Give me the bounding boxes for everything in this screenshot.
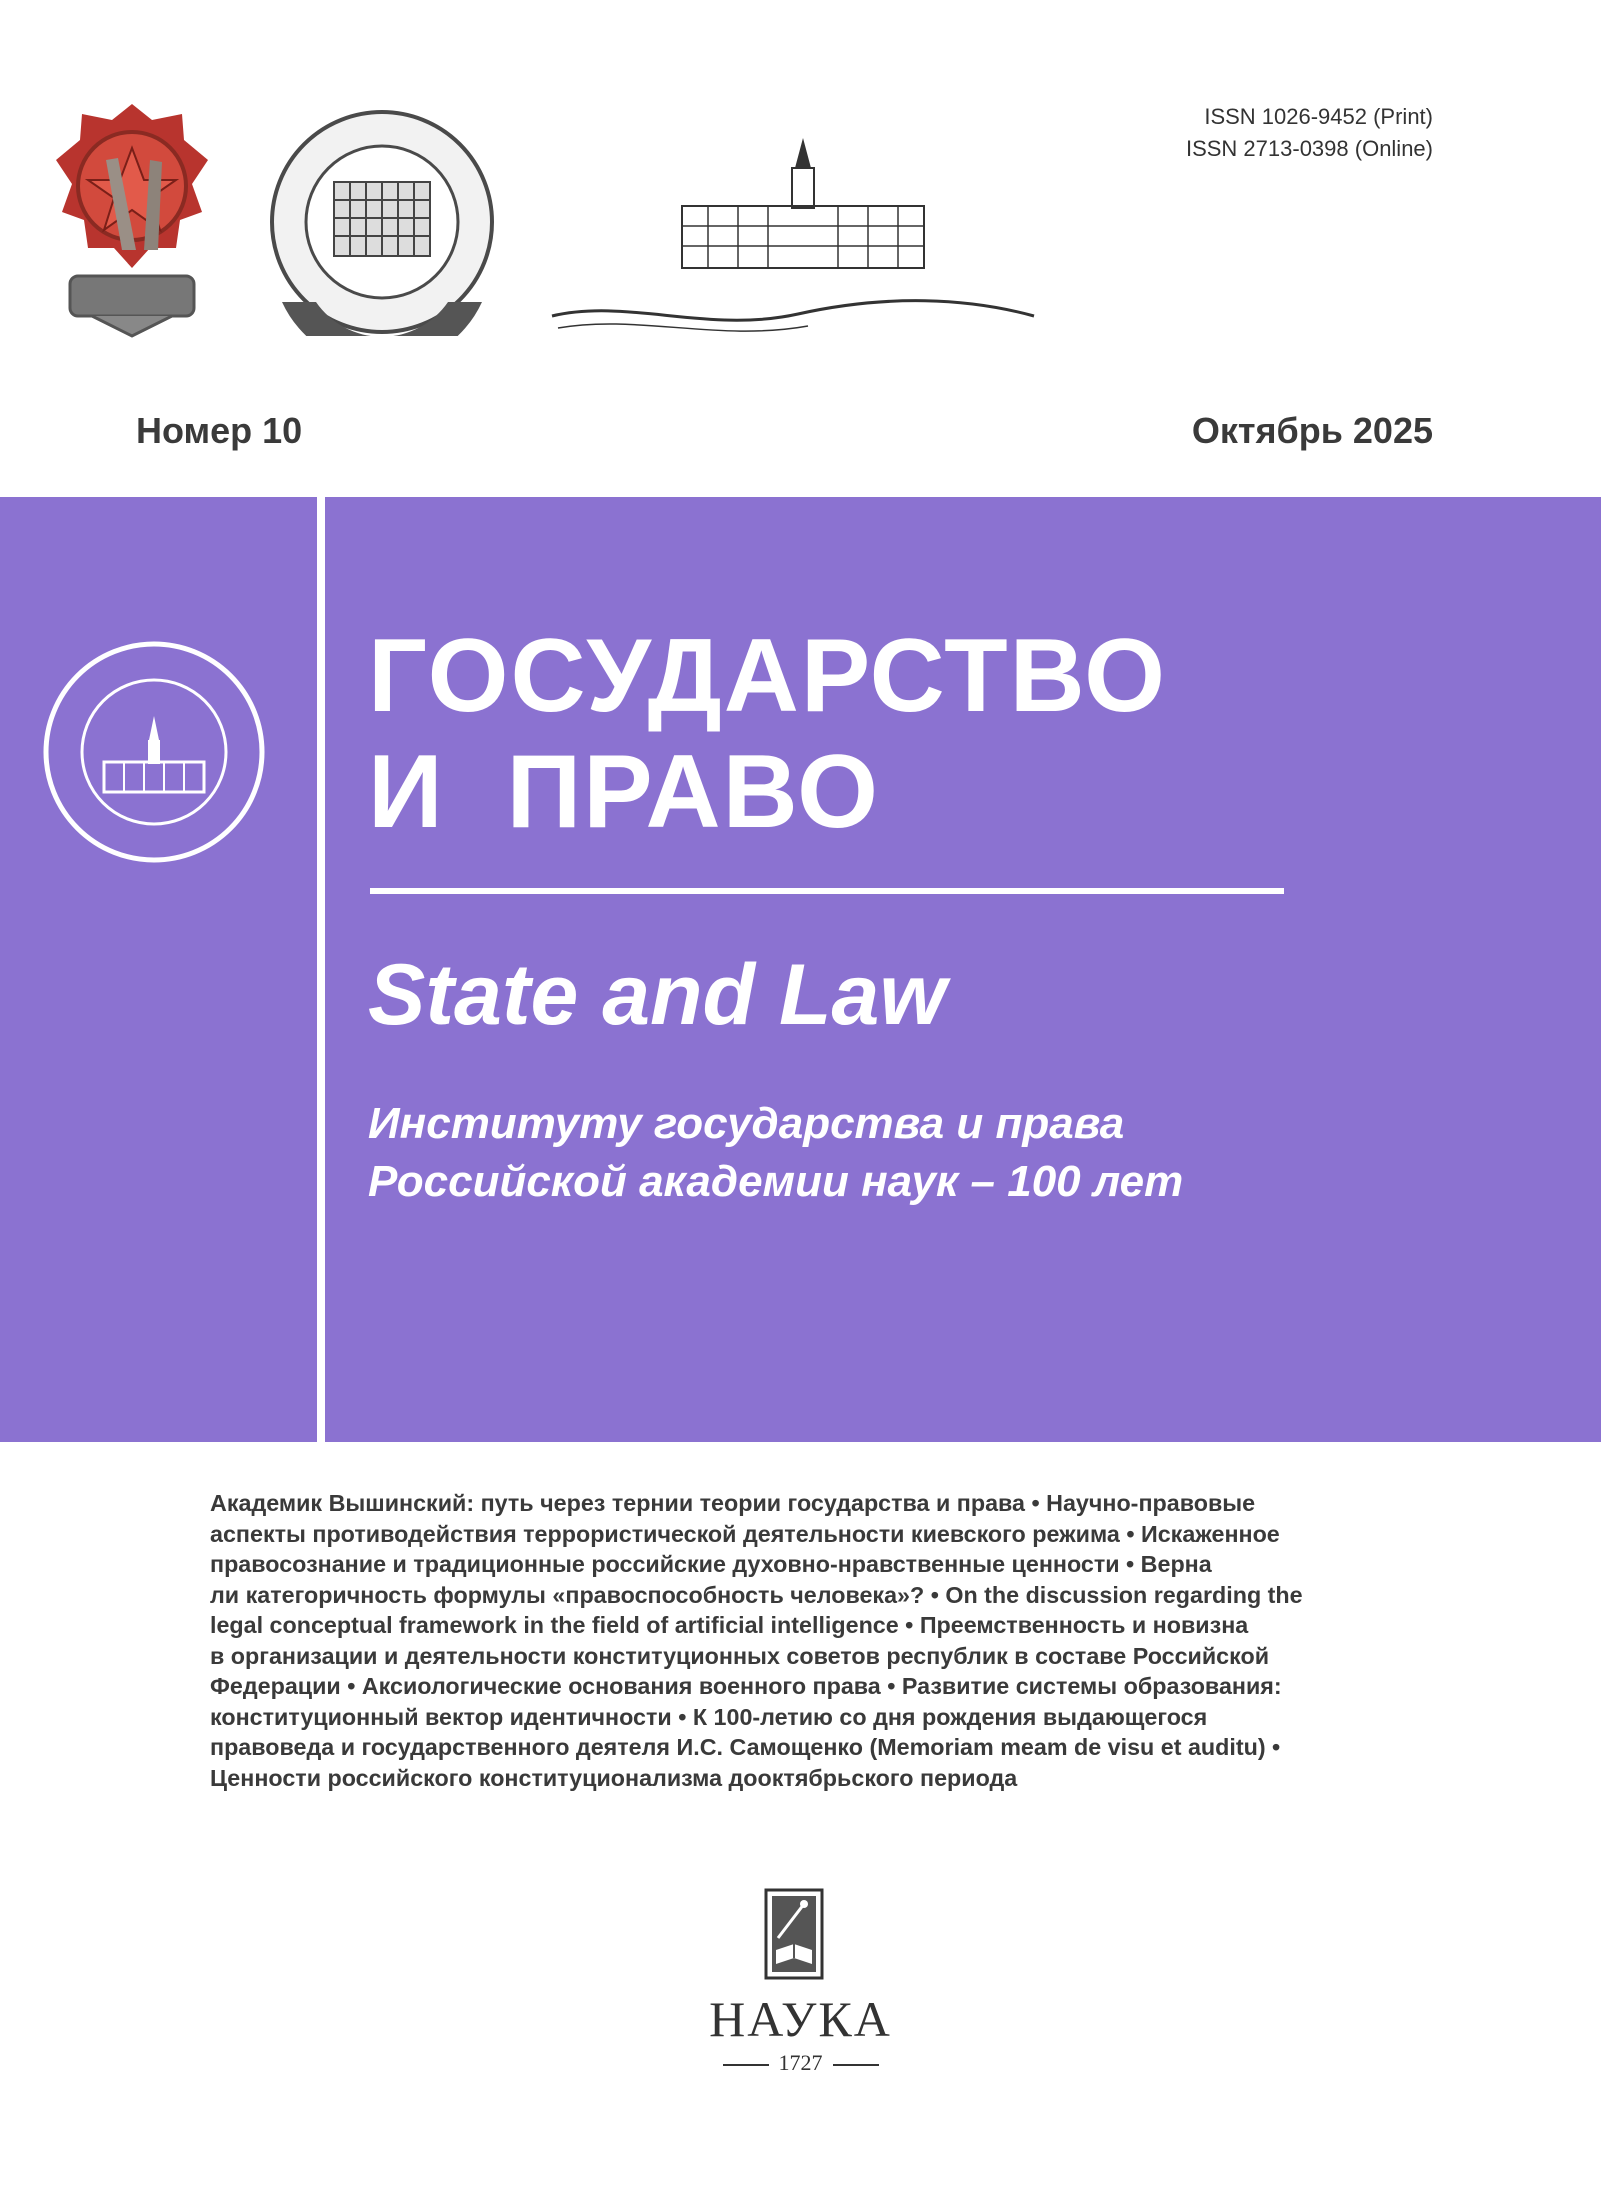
anniversary-subtitle-line2: Российской академии наук – 100 лет bbox=[368, 1157, 1184, 1206]
issn-online: ISSN 2713-0398 (Online) bbox=[1185, 136, 1433, 161]
journal-title-ru-line1: ГОСУДАРСТВО bbox=[368, 618, 1168, 734]
order-badge-icon bbox=[52, 100, 212, 340]
table-of-contents bbox=[210, 1488, 1410, 1793]
contents-line: Ценности российского конституционализма дооктябрьского периода bbox=[210, 1764, 1018, 1791]
institute-seal-icon bbox=[268, 108, 496, 336]
contents-line: конституционный вектор идентичности • К 100-летию со дня рождения выдающегося bbox=[210, 1703, 1208, 1730]
anniversary-subtitle-line1: Институту государства и права bbox=[368, 1099, 1125, 1148]
dash-right bbox=[833, 2064, 879, 2066]
title-divider bbox=[370, 888, 1284, 894]
contents-line: ли категоричность формулы «правоспособность человека»? • On the discussion regarding the bbox=[210, 1581, 1303, 1608]
contents-line: legal conceptual framework in the field of artificial intelligence • Преемственность и новизна bbox=[210, 1612, 1249, 1638]
publisher-year-line bbox=[0, 2050, 1601, 2076]
issn-print: ISSN 1026-9452 (Print) bbox=[1204, 104, 1433, 129]
contents-line: Федерации • Аксиологические основания военного права • Развитие системы образования: bbox=[210, 1673, 1282, 1699]
journal-title-ru-line2: И ПРАВО bbox=[368, 734, 881, 850]
contents-line: Академик Вышинский: путь через тернии теории государства и права • Научно-правовые bbox=[210, 1490, 1256, 1516]
issue-date: Октябрь 2025 bbox=[1191, 410, 1433, 451]
contents-line: правосознание и традиционные российские духовно-нравственные ценности • Верна bbox=[210, 1551, 1212, 1577]
journal-seal-icon bbox=[38, 636, 270, 868]
dash-left bbox=[723, 2064, 769, 2066]
publisher-logo-icon bbox=[764, 1888, 824, 1980]
contents-line: в организации и деятельности конституционных советов республик в составе Российской bbox=[210, 1642, 1270, 1669]
contents-line: правоведа и государственного деятеля И.С. Самощенко (Memoriam meam de visu et auditu) • bbox=[210, 1734, 1281, 1760]
journal-title-en: State and Law bbox=[368, 947, 947, 1043]
issue-number: Номер 10 bbox=[136, 410, 303, 451]
publisher-year: 1727 bbox=[778, 2050, 823, 2075]
ran-logo-icon bbox=[548, 138, 1038, 338]
publisher-name: НАУКА bbox=[709, 1991, 892, 2047]
contents-line: аспекты противодействия террористической деятельности киевского режима • Искаженное bbox=[210, 1520, 1280, 1547]
